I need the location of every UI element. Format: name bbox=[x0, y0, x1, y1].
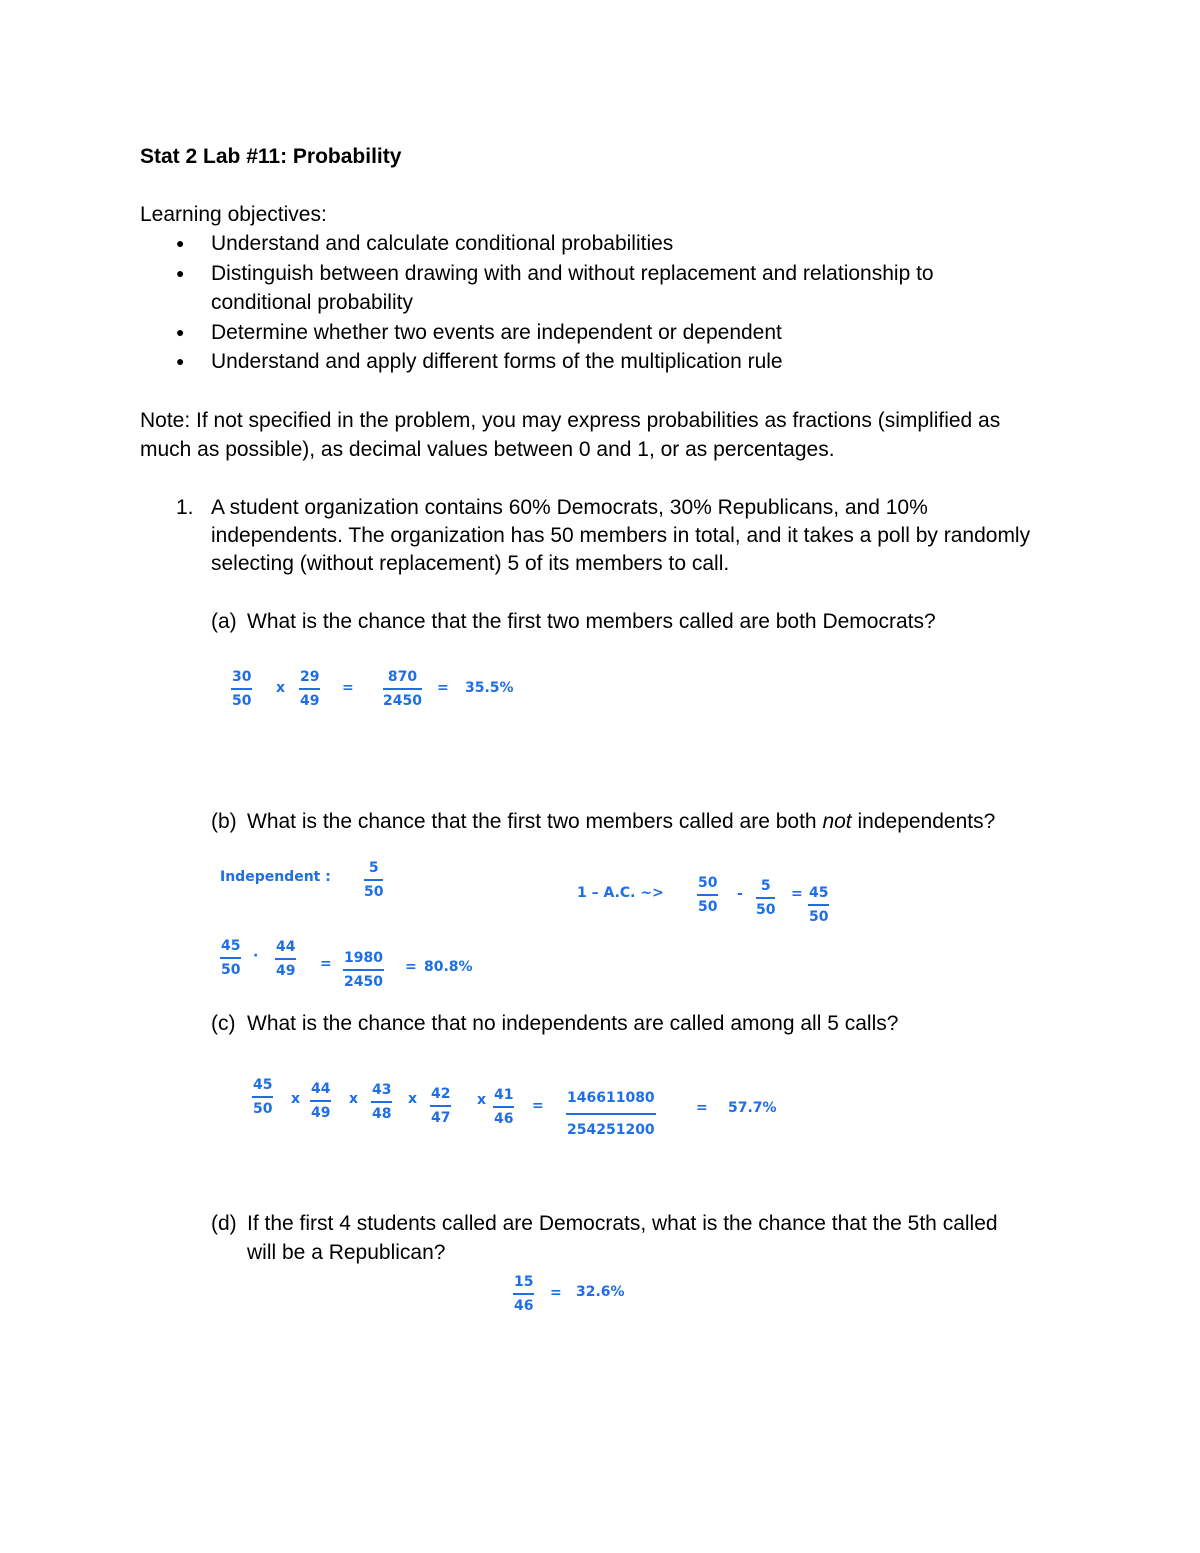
handwritten-equals: = bbox=[696, 1100, 708, 1116]
handwritten-fraction: 50 50 bbox=[698, 875, 718, 915]
part-d-question: will be a Republican? bbox=[247, 1241, 446, 1264]
problem-number: 1. bbox=[176, 496, 194, 519]
handwritten-operator: - bbox=[737, 886, 743, 902]
note-line: Note: If not specified in the problem, you may express probabilities as fractions (simplified as bbox=[140, 409, 1001, 432]
page-title: Stat 2 Lab #11: Probability bbox=[140, 145, 402, 168]
handwritten-fraction: 41 46 bbox=[494, 1087, 514, 1127]
handwritten-fraction: 15 46 bbox=[514, 1274, 534, 1314]
handwritten-operator: x bbox=[349, 1091, 359, 1107]
handwritten-operator: x bbox=[408, 1091, 418, 1107]
handwritten-label: Independent : bbox=[220, 869, 331, 885]
handwritten-result: 35.5% bbox=[465, 680, 514, 696]
handwritten-fraction: 30 50 bbox=[232, 669, 252, 709]
handwritten-fraction: 43 48 bbox=[372, 1082, 392, 1122]
objective-item: Understand and calculate conditional probabilities bbox=[211, 232, 674, 255]
handwritten-operator: x bbox=[291, 1091, 301, 1107]
objective-item-continued: conditional probability bbox=[211, 291, 413, 314]
bullet-icon: ● bbox=[176, 235, 185, 251]
handwritten-fraction: 146611080 254251200 bbox=[567, 1090, 655, 1138]
part-c-question: What is the chance that no independents are called among all 5 calls? bbox=[247, 1012, 899, 1035]
handwritten-fraction: 45 50 bbox=[809, 885, 829, 925]
handwritten-result: 80.8% bbox=[424, 959, 473, 975]
handwritten-fraction: 45 50 bbox=[221, 938, 241, 978]
handwritten-equals: = bbox=[437, 680, 449, 696]
handwritten-operator: x bbox=[276, 680, 286, 696]
bullet-icon: ● bbox=[176, 353, 185, 369]
objective-item: Understand and apply different forms of the multiplication rule bbox=[211, 350, 783, 373]
part-a-label: (a) bbox=[211, 610, 237, 633]
handwritten-fraction: 29 49 bbox=[300, 669, 320, 709]
note-line: much as possible), as decimal values between 0 and 1, or as percentages. bbox=[140, 438, 835, 461]
objective-item: Determine whether two events are independent or dependent bbox=[211, 321, 782, 344]
handwritten-fraction: 44 49 bbox=[311, 1081, 331, 1121]
handwritten-label: 1 – A.C. ~> bbox=[577, 885, 664, 901]
handwritten-fraction: 42 47 bbox=[431, 1086, 451, 1126]
objectives-heading: Learning objectives: bbox=[140, 203, 327, 226]
part-d-label: (d) bbox=[211, 1212, 237, 1235]
handwritten-fraction: 5 50 bbox=[756, 878, 776, 918]
problem-text: selecting (without replacement) 5 of its members to call. bbox=[211, 552, 730, 575]
handwritten-equals: = bbox=[532, 1098, 544, 1114]
bullet-icon: ● bbox=[176, 324, 185, 340]
part-b-label: (b) bbox=[211, 810, 237, 833]
handwritten-equals: = bbox=[550, 1285, 562, 1301]
part-b-question: What is the chance that the first two members called are both not independents? bbox=[247, 810, 996, 833]
problem-text: A student organization contains 60% Democrats, 30% Republicans, and 10% bbox=[211, 496, 928, 519]
part-d-question: If the first 4 students called are Democrats, what is the chance that the 5th called bbox=[247, 1212, 998, 1235]
handwritten-equals: = bbox=[791, 886, 803, 902]
handwritten-fraction: 44 49 bbox=[276, 939, 296, 979]
part-a-question: What is the chance that the first two members called are both Democrats? bbox=[247, 610, 936, 633]
problem-text: independents. The organization has 50 members in total, and it takes a poll by randomly bbox=[211, 524, 1031, 547]
objective-item: Distinguish between drawing with and without replacement and relationship to bbox=[211, 262, 934, 285]
handwritten-result: 57.7% bbox=[728, 1100, 777, 1116]
handwritten-equals: = bbox=[405, 959, 417, 975]
handwritten-operator: · bbox=[253, 948, 259, 964]
handwritten-operator: x bbox=[477, 1092, 487, 1108]
handwritten-fraction: 5 50 bbox=[364, 860, 384, 900]
handwritten-fraction: 1980 2450 bbox=[344, 950, 383, 990]
part-c-label: (c) bbox=[211, 1012, 236, 1035]
handwritten-equals: = bbox=[320, 956, 332, 972]
handwritten-result: 32.6% bbox=[576, 1284, 625, 1300]
bullet-icon: ● bbox=[176, 265, 185, 281]
handwritten-fraction: 45 50 bbox=[253, 1077, 273, 1117]
handwritten-fraction: 870 2450 bbox=[383, 669, 422, 709]
handwritten-equals: = bbox=[342, 680, 354, 696]
